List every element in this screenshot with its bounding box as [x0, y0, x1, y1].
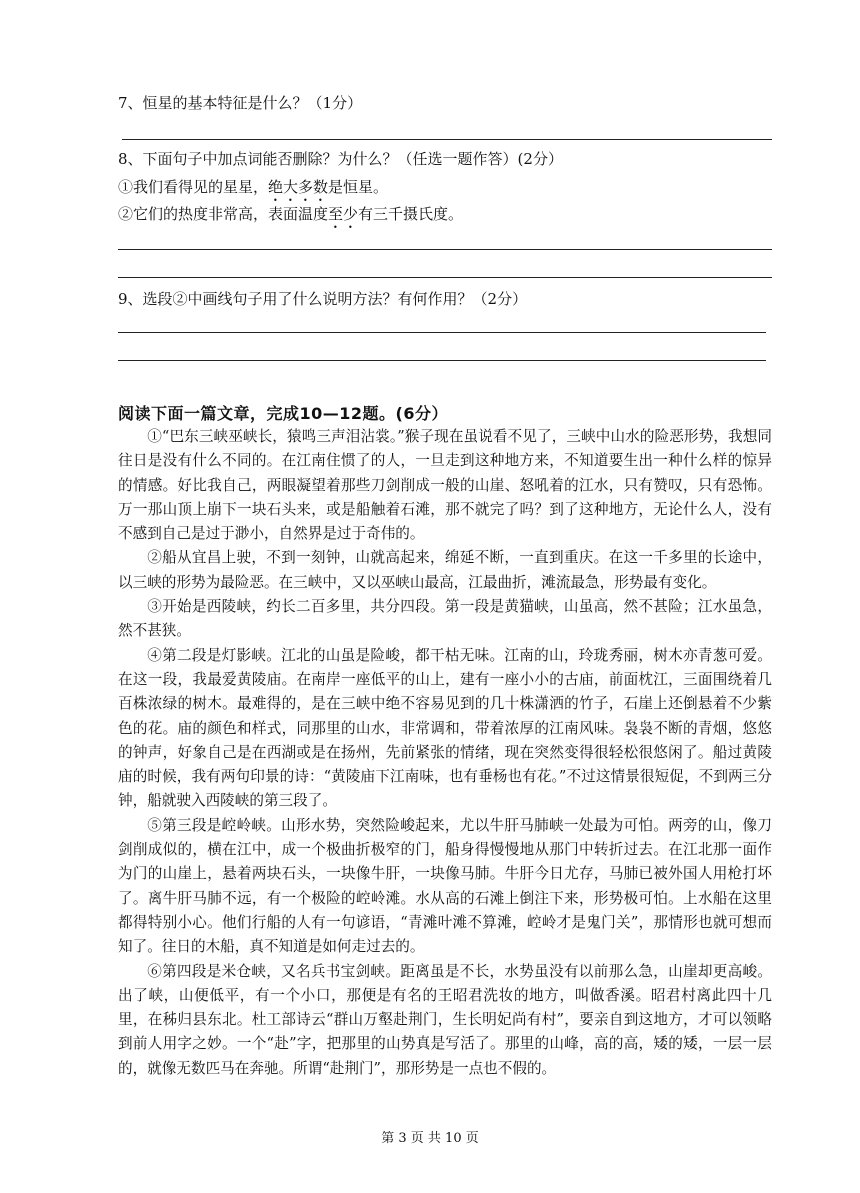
sentence-2-prefix: ②它们的热度非常高，表面温度 — [118, 205, 329, 223]
sentence-2-suffix: 有三千摄氏度。 — [358, 205, 464, 223]
answer-line-7[interactable] — [122, 139, 772, 140]
paragraph-5: ⑤第三段是崆岭峡。山形水势，突然险峻起来，尤以牛肝马肺峡一处最为可怕。两旁的山，像刀剑削成似的，横在江中，成一个极曲折极窄的门，船身得慢慢地从那门中转折过去。在江北那一面作为门的山崖上，悬着两块石头，一块像牛肝，一块像马肺。牛肝今日尤存，马肺已被外国人用枪打坏了。离牛肝马肺不远，有一个极险的崆岭滩。水从高的石滩上倒注下来，形势极可怕。上水船在这里都得特别小心。他们行船的人有一句谚语，“青滩叶滩不算滩，崆岭才是鬼门关”，那情形也就可想而知了。往日的木船，真不知道是如何走过去的。 — [118, 816, 772, 956]
paragraph-4: ④第二段是灯影峡。江北的山虽是险峻，都干枯无味。江南的山，玲珑秀丽，树木亦青葱可爱。在这一段，我最爱黄陵庙。在南岸一座低平的山上，建有一座小小的古庙，前面枕江，三面围绕着几百株浓绿的树木。最难得的，是在三峡中绝不容易见到的几十株潇洒的竹子，石崖上还倒悬着不少紫色的花。庙的颜色和样式，同那里的山水，非常调和，带着浓厚的江南风味。袅袅不断的青烟，悠悠的钟声，好象自己是在西湖或是在扬州，先前紧张的情绪，现在突然变得很轻松很悠闲了。船过黄陵庙的时候，我有两句印景的诗：“黄陵庙下江南味，也有垂杨也有花。”不过这情景很短促，不到两三分钟，船就驶入西陵峡的第三段了。 — [118, 646, 772, 810]
dotted-word-2: 至少 — [328, 205, 359, 223]
question-8-sentence-1 — [118, 176, 388, 205]
answer-line-8b[interactable] — [118, 277, 772, 278]
reading-passage — [118, 425, 772, 1081]
paragraph-2: ②船从宜昌上驶，不到一刻钟，山就高起来，绵延不断，一直到重庆。在这一千多里的长途中，以三峡的形势为最险恶。在三峡中，又以巫峡山最高，江最曲折，滩流最急，形势最有变化。 — [118, 549, 772, 591]
answer-line-8a[interactable] — [118, 249, 772, 250]
question-9: 9、选段②中画线句子用了什么说明方法？有何作用？（2分） — [118, 290, 528, 308]
dotted-word-1: 绝大多数 — [268, 178, 329, 196]
section-title: 阅读下面一篇文章，完成10—12题。(6分） — [118, 404, 448, 423]
question-8: 8、下面句子中加点词能否删除？为什么？（任选一题作答）(2分） — [118, 150, 563, 168]
page-number: 第 3 页 共 10 页 — [381, 1131, 479, 1146]
sentence-1-suffix: 是恒星。 — [328, 178, 389, 196]
question-8-sentence-2 — [118, 203, 463, 232]
sentence-1-prefix: ①我们看得见的星星， — [118, 178, 269, 196]
question-7: 7、恒星的基本特征是什么？（1分） — [118, 94, 363, 112]
paragraph-6: ⑥第四段是米仓峡，又名兵书宝剑峡。距离虽是不长，水势虽没有以前那么急，山崖却更高峻。出了峡，山便低平，有一个小口，那便是有名的王昭君洗妆的地方，叫做香溪。昭君村离此四十几里，在秭归县东北。杜工部诗云“群山万壑赴荆门，生长明妃尚有村”，要亲自到这地方，才可以领略到前人用字之妙。一个“赴”字，把那里的山势真是写活了。那里的山峰，高的高，矮的矮，一层一层的，就像无数匹马在奔驰。所谓“赴荆门”，那形势是一点也不假的。 — [118, 962, 772, 1077]
answer-line-9a[interactable] — [118, 332, 766, 333]
paragraph-3: ③开始是西陵峡，约长二百多里，共分四段。第一段是黄猫峡，山虽高，然不甚险；江水虽急，然不甚狭。 — [118, 598, 772, 640]
answer-line-9b[interactable] — [118, 360, 766, 361]
paragraph-1: ①“巴东三峡巫峡长，猿鸣三声泪沾裳。”猴子现在虽说看不见了，三峡中山水的险恶形势，我想同往日是没有什么不同的。在江南住惯了的人，一旦走到这种地方来，不知道要生出一种什么样的惊异的情感。好比我自己，两眼凝望着那些刀剑削成一般的山崖、怒吼着的江水，只有赞叹，只有恐怖。万一那山顶上崩下一块石头来，或是船触着石滩，那不就完了吗？到了这种地方，无论什么人，没有不感到自己是过于渺小，自然界是过于奇伟的。 — [118, 428, 772, 543]
